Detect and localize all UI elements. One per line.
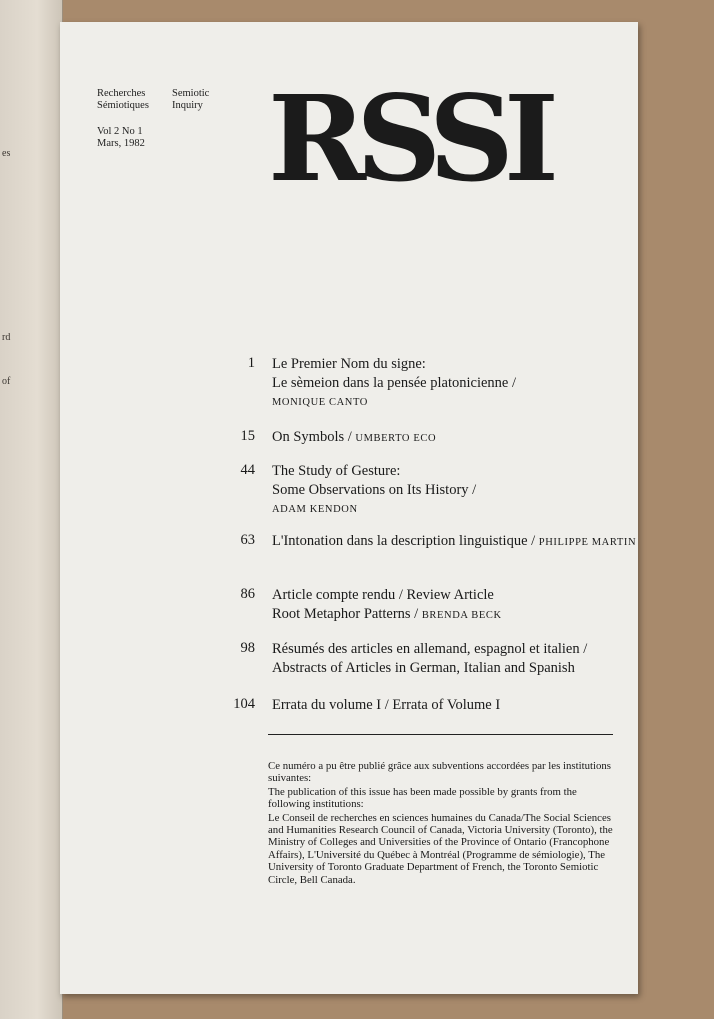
toc-title-text: Root Metaphor Patterns / (272, 606, 419, 622)
toc-author: PHILIPPE MARTIN (538, 537, 637, 548)
divider-rule (268, 734, 613, 735)
toc-title-text: On Symbols / (272, 429, 352, 445)
masthead-line: Semiotic (172, 88, 210, 99)
toc-title-text: Abstracts of Articles in German, Italian and Spanish (272, 660, 575, 676)
toc-author: MONIQUE CANTO (272, 397, 368, 408)
bleed-fragment: of (2, 376, 11, 387)
toc-title-line (272, 640, 587, 659)
toc-title-text: Le sèmeion dans la pensée platonicienne / (272, 375, 516, 391)
toc-page-number: 44 (240, 462, 255, 478)
notice-french: Ce numéro a pu être publié grâce aux subventions accordées par les institutions suivantes: (268, 760, 611, 785)
toc-author: UMBERTO ECO (355, 433, 437, 444)
toc-page-number: 63 (240, 532, 255, 548)
toc-title-text: The Study of Gesture: (272, 463, 401, 479)
masthead-line: Sémiotiques (97, 100, 149, 111)
toc-page-number: 15 (240, 428, 255, 444)
toc-title-text: Article compte rendu / Review Article (272, 587, 494, 603)
toc-title-line (272, 428, 436, 448)
notice-institutions: Le Conseil de recherches en sciences humaines du Canada/The Social Sciences and Humanities Research Council of Canada, Victoria University (Toronto), the Ministry of Colleges and Universities of the Province of Ontario (Francophone Affairs), L'Université du Québec à Montréal (Programme de sémiologie), The University of Toronto Graduate Department of French, the Toronto Semiotic Circle, Bell Canada. (268, 811, 613, 886)
toc-title-line (272, 462, 400, 481)
toc-title-line (272, 532, 636, 552)
toc-page-number: 86 (240, 586, 255, 602)
toc-title-text: Le Premier Nom du signe: (272, 356, 426, 372)
masthead-french (97, 88, 149, 112)
bleed-fragment: es (2, 148, 11, 159)
toc-title-line (272, 696, 500, 715)
issue-info (97, 126, 145, 150)
toc-page-number: 104 (233, 696, 255, 712)
toc-author: BRENDA BECK (421, 610, 502, 621)
toc-title-line (272, 586, 494, 605)
issue-date: Mars, 1982 (97, 138, 145, 149)
toc-title-text: Some Observations on Its History / (272, 482, 477, 498)
journal-logo (268, 69, 550, 208)
previous-page-edge (0, 0, 63, 1019)
toc-page-number: 1 (247, 355, 255, 371)
volume-number: Vol 2 No 1 (97, 126, 143, 137)
masthead-line: Inquiry (172, 100, 203, 111)
toc-title-text: L'Intonation dans la description linguistique / (272, 533, 536, 549)
toc-title-line (272, 374, 516, 393)
funding-notice (268, 760, 613, 887)
masthead-line: Recherches (97, 88, 146, 99)
toc-author: ADAM KENDON (272, 504, 358, 515)
toc-title-line (272, 659, 575, 678)
toc-title-line (272, 355, 426, 374)
toc-title-text: Errata du volume I / Errata of Volume I (272, 697, 501, 713)
toc-title-line (272, 481, 476, 500)
toc-title-text: Résumés des articles en allemand, espagnol et italien / (272, 641, 588, 657)
bleed-fragment: rd (2, 332, 11, 343)
toc-title-line (272, 605, 502, 625)
toc-page-number: 98 (240, 640, 255, 656)
logo-text: RSSI (268, 69, 550, 208)
masthead-english (172, 88, 209, 112)
notice-english: The publication of this issue has been made possible by grants from the following institutions: (268, 785, 577, 811)
